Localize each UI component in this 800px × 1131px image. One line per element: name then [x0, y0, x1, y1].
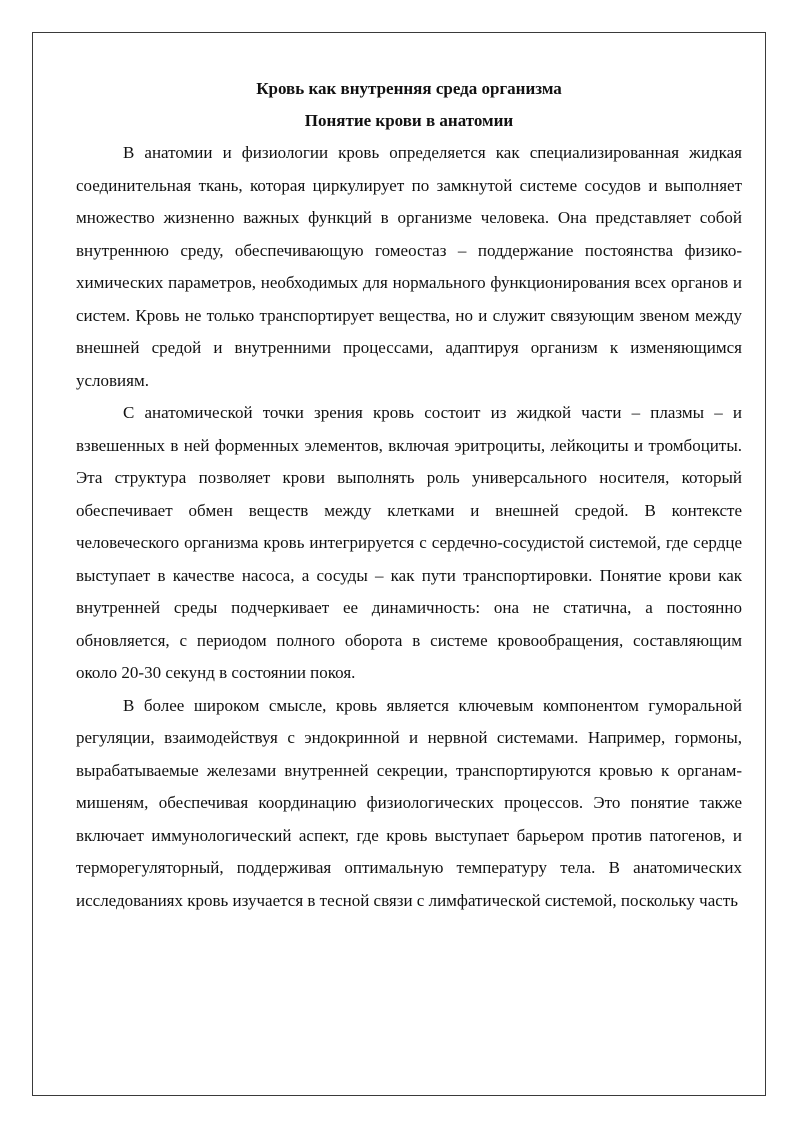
paragraph-3: В более широком смысле, кровь является ключевым компонентом гуморальной регуляции, взаимодействуя с эндокринной и нервной системами. Например, гормоны, вырабатываемые железами внутренней секреции, транспортируются кровью к органам-мишеням, обеспечивая координацию физиологических процессов. Это понятие также включает иммунологический аспект, где кровь выступает барьером против патогенов, и терморегуляторный, поддерживая оптимальную температуру тела. В анатомических исследованиях кровь изучается в тесной связи с лимфатической системой, поскольку часть	[76, 695, 742, 910]
section-heading: Понятие крови в анатомии	[304, 111, 514, 130]
paragraph-1: В анатомии и физиологии кровь определяется как специализированная жидкая соединительная ткань, которая циркулирует по замкнутой системе сосудов и выполняет множество жизненно важных функций в организме человека. Она представляет собой внутреннюю среду, обеспечивающую гомеостаз – поддержание постоянства физико-химических параметров, необходимых для нормального функционирования всех органов и систем. Кровь не только транспортирует вещества, но и служит связующим звеном между внешней средой и внутренними процессами, адаптируя организм к изменяющимся условиям.	[76, 143, 742, 390]
page-content	[76, 73, 742, 917]
document-title: Кровь как внутренняя среда организма	[256, 79, 562, 98]
paragraph-2: С анатомической точки зрения кровь состоит из жидкой части – плазмы – и взвешенных в ней форменных элементов, включая эритроциты, лейкоциты и тромбоциты. Эта структура позволяет крови выполнять роль универсального носителя, который обеспечивает обмен веществ между клетками и внешней средой. В контексте человеческого организма кровь интегрируется с сердечно-сосудистой системой, где сердце выступает в качестве насоса, а сосуды – как пути транспортировки. Понятие крови как внутренней среды подчеркивает ее динамичность: она не статична, а постоянно обновляется, с периодом полного оборота в системе кровообращения, составляющим около 20-30 секунд в состоянии покоя.	[76, 403, 742, 682]
document-page	[32, 32, 766, 1096]
